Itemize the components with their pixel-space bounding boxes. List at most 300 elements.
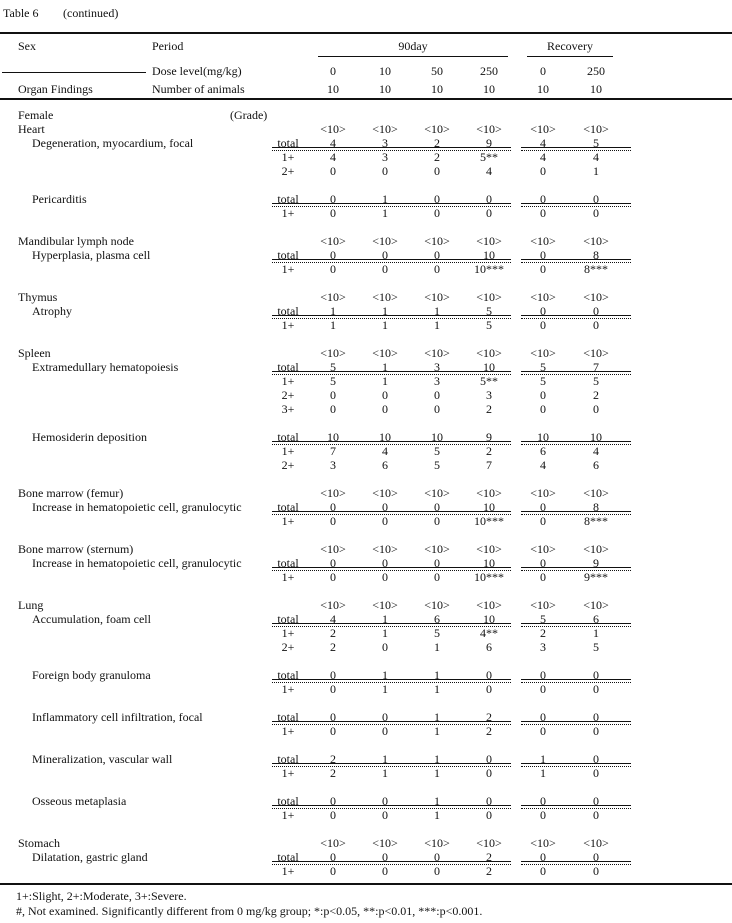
finding-name: Increase in hematopoietic cell, granulocytic bbox=[32, 500, 242, 514]
count-value: 0 bbox=[593, 808, 599, 822]
examined-count: <10> bbox=[320, 122, 346, 136]
count-value: 6 bbox=[486, 640, 492, 654]
finding-total-row bbox=[0, 192, 732, 206]
finding-total-row bbox=[0, 248, 732, 262]
count-value: 10 bbox=[327, 430, 339, 444]
count-value: 1 bbox=[434, 766, 440, 780]
examined-count: <10> bbox=[424, 122, 450, 136]
grade-row-label: 1+ bbox=[281, 682, 295, 696]
count-value: 5 bbox=[593, 136, 599, 150]
organ-name: Mandibular lymph node bbox=[18, 234, 134, 248]
count-value: 0 bbox=[540, 794, 546, 808]
grade-count-row bbox=[0, 458, 732, 472]
count-value: 0 bbox=[593, 710, 599, 724]
count-value: 0 bbox=[382, 640, 388, 654]
count-value: 5 bbox=[593, 374, 599, 388]
count-value: 0 bbox=[486, 668, 492, 682]
grade-row-label: 1+ bbox=[281, 864, 295, 878]
count-value: 0 bbox=[540, 724, 546, 738]
organ-row bbox=[0, 122, 732, 136]
footnote-significance: #, Not examined. Significantly different from 0 mg/kg group; *:p<0.05, **:p<0.01, ***:p<0.001. bbox=[16, 904, 483, 918]
count-value: 0 bbox=[330, 248, 336, 262]
count-value: 2 bbox=[486, 864, 492, 878]
count-value: 0 bbox=[382, 710, 388, 724]
count-value: 5 bbox=[540, 612, 546, 626]
grade-row-label: total bbox=[277, 668, 299, 682]
count-value: 10 bbox=[483, 248, 495, 262]
count-value: 10*** bbox=[474, 262, 504, 276]
count-value: 3 bbox=[434, 374, 440, 388]
grade-count-row bbox=[0, 318, 732, 332]
animal-count: 10 bbox=[379, 82, 391, 96]
examined-count: <10> bbox=[583, 290, 609, 304]
count-value: 1 bbox=[434, 682, 440, 696]
organ-row bbox=[0, 290, 732, 304]
examined-count: <10> bbox=[372, 234, 398, 248]
count-value: 0 bbox=[382, 794, 388, 808]
finding-name: Atrophy bbox=[32, 304, 72, 318]
count-value: 4 bbox=[330, 612, 336, 626]
count-value: 0 bbox=[330, 514, 336, 528]
grade-count-row bbox=[0, 388, 732, 402]
grade-row-label: total bbox=[277, 794, 299, 808]
count-value: 1 bbox=[382, 192, 388, 206]
count-value: 0 bbox=[330, 206, 336, 220]
count-value: 0 bbox=[330, 710, 336, 724]
count-value: 0 bbox=[434, 388, 440, 402]
count-value: 0 bbox=[382, 724, 388, 738]
count-value: 10 bbox=[379, 430, 391, 444]
count-value: 10 bbox=[590, 430, 602, 444]
examined-count: <10> bbox=[530, 598, 556, 612]
examined-count: <10> bbox=[476, 122, 502, 136]
organ-row bbox=[0, 234, 732, 248]
count-value: 0 bbox=[330, 864, 336, 878]
examined-count: <10> bbox=[583, 486, 609, 500]
header-bottom-rule bbox=[0, 98, 732, 100]
count-value: 0 bbox=[434, 192, 440, 206]
count-value: 0 bbox=[434, 262, 440, 276]
count-value: 3 bbox=[330, 458, 336, 472]
count-value: 0 bbox=[593, 850, 599, 864]
count-value: 8*** bbox=[584, 514, 608, 528]
finding-name: Pericarditis bbox=[32, 192, 87, 206]
finding-block bbox=[0, 192, 732, 220]
finding-total-row bbox=[0, 752, 732, 766]
grade-row-label: total bbox=[277, 612, 299, 626]
finding-block bbox=[0, 668, 732, 696]
organ-name: Bone marrow (sternum) bbox=[18, 542, 134, 556]
examined-count: <10> bbox=[372, 542, 398, 556]
count-value: 0 bbox=[486, 766, 492, 780]
organ-name: Lung bbox=[18, 598, 44, 612]
count-value: 1 bbox=[434, 752, 440, 766]
count-value: 5 bbox=[330, 360, 336, 374]
count-value: 0 bbox=[434, 570, 440, 584]
count-value: 0 bbox=[330, 808, 336, 822]
grade-row-label: total bbox=[277, 752, 299, 766]
finding-block bbox=[0, 360, 732, 416]
count-value: 6 bbox=[382, 458, 388, 472]
examined-count: <10> bbox=[424, 290, 450, 304]
grade-row-label: 1+ bbox=[281, 318, 295, 332]
grade-row-label: 1+ bbox=[281, 514, 295, 528]
examined-count: <10> bbox=[583, 122, 609, 136]
count-value: 2 bbox=[434, 136, 440, 150]
count-value: 0 bbox=[593, 192, 599, 206]
count-value: 0 bbox=[540, 304, 546, 318]
count-value: 10 bbox=[537, 430, 549, 444]
count-value: 0 bbox=[330, 850, 336, 864]
count-value: 0 bbox=[593, 794, 599, 808]
grade-count-row bbox=[0, 766, 732, 780]
count-value: 0 bbox=[330, 164, 336, 178]
count-value: 0 bbox=[540, 710, 546, 724]
count-value: 0 bbox=[382, 556, 388, 570]
count-value: 5 bbox=[434, 444, 440, 458]
count-value: 1 bbox=[382, 318, 388, 332]
count-value: 0 bbox=[540, 668, 546, 682]
count-value: 5 bbox=[486, 318, 492, 332]
finding-name: Hyperplasia, plasma cell bbox=[32, 248, 151, 262]
grade-row-label: total bbox=[277, 430, 299, 444]
examined-count: <10> bbox=[583, 346, 609, 360]
count-value: 0 bbox=[434, 556, 440, 570]
period-column-header: Period bbox=[152, 39, 184, 53]
count-value: 0 bbox=[593, 752, 599, 766]
count-value: 0 bbox=[593, 864, 599, 878]
count-value: 1 bbox=[434, 640, 440, 654]
grade-row-label: 1+ bbox=[281, 150, 295, 164]
finding-name: Mineralization, vascular wall bbox=[32, 752, 173, 766]
grade-row-label: 2+ bbox=[281, 458, 295, 472]
count-value: 0 bbox=[330, 556, 336, 570]
count-value: 0 bbox=[382, 500, 388, 514]
finding-name: Inflammatory cell infiltration, focal bbox=[32, 710, 203, 724]
examined-count: <10> bbox=[320, 836, 346, 850]
animal-count: 10 bbox=[590, 82, 602, 96]
organ-name: Heart bbox=[18, 122, 45, 136]
sex-header-underline bbox=[2, 72, 146, 73]
finding-block bbox=[0, 752, 732, 780]
dose-level-header: Dose level(mg/kg) bbox=[152, 64, 242, 78]
grade-row-label: 1+ bbox=[281, 262, 295, 276]
count-value: 0 bbox=[434, 850, 440, 864]
grade-row-label: 1+ bbox=[281, 808, 295, 822]
finding-name: Degeneration, myocardium, focal bbox=[32, 136, 194, 150]
finding-block bbox=[0, 500, 732, 528]
count-value: 0 bbox=[382, 388, 388, 402]
examined-count: <10> bbox=[372, 836, 398, 850]
count-value: 4 bbox=[330, 136, 336, 150]
dose-value: 250 bbox=[587, 64, 605, 78]
count-value: 10 bbox=[483, 360, 495, 374]
grade-row-label: 1+ bbox=[281, 570, 295, 584]
count-value: 9 bbox=[486, 136, 492, 150]
grade-count-row bbox=[0, 640, 732, 654]
organ-name: Spleen bbox=[18, 346, 51, 360]
count-value: 0 bbox=[486, 192, 492, 206]
grade-row-label: 3+ bbox=[281, 402, 295, 416]
count-value: 0 bbox=[434, 402, 440, 416]
count-value: 4 bbox=[593, 444, 599, 458]
count-value: 1 bbox=[382, 360, 388, 374]
footnote-grade-legend: 1+:Slight, 2+:Moderate, 3+:Severe. bbox=[16, 889, 187, 903]
count-value: 0 bbox=[382, 248, 388, 262]
count-value: 10 bbox=[483, 612, 495, 626]
count-value: 2 bbox=[330, 626, 336, 640]
organ-row bbox=[0, 836, 732, 850]
count-value: 7 bbox=[330, 444, 336, 458]
count-value: 0 bbox=[434, 248, 440, 262]
count-value: 0 bbox=[330, 570, 336, 584]
examined-count: <10> bbox=[530, 234, 556, 248]
count-value: 0 bbox=[330, 668, 336, 682]
finding-block bbox=[0, 136, 732, 178]
count-value: 5 bbox=[330, 374, 336, 388]
count-value: 3 bbox=[486, 388, 492, 402]
grade-count-row bbox=[0, 808, 732, 822]
sex-value: Female bbox=[18, 108, 54, 122]
finding-block bbox=[0, 710, 732, 738]
count-value: 0 bbox=[330, 388, 336, 402]
finding-name: Dilatation, gastric gland bbox=[32, 850, 148, 864]
count-value: 1 bbox=[540, 752, 546, 766]
count-value: 10*** bbox=[474, 570, 504, 584]
examined-count: <10> bbox=[320, 486, 346, 500]
grade-count-row bbox=[0, 682, 732, 696]
finding-block bbox=[0, 850, 732, 878]
examined-count: <10> bbox=[476, 598, 502, 612]
examined-count: <10> bbox=[424, 542, 450, 556]
count-value: 0 bbox=[540, 318, 546, 332]
dose-value: 50 bbox=[431, 64, 443, 78]
finding-name: Osseous metaplasia bbox=[32, 794, 127, 808]
grade-row-label: 1+ bbox=[281, 724, 295, 738]
count-value: 0 bbox=[330, 402, 336, 416]
count-value: 4** bbox=[480, 626, 498, 640]
dose-value: 10 bbox=[379, 64, 391, 78]
top-rule bbox=[0, 32, 732, 34]
count-value: 1 bbox=[382, 752, 388, 766]
finding-name: Accumulation, foam cell bbox=[32, 612, 151, 626]
count-value: 0 bbox=[540, 808, 546, 822]
count-value: 1 bbox=[434, 724, 440, 738]
count-value: 0 bbox=[593, 206, 599, 220]
examined-count: <10> bbox=[530, 542, 556, 556]
organ-row bbox=[0, 542, 732, 556]
finding-total-row bbox=[0, 430, 732, 444]
count-value: 10 bbox=[483, 556, 495, 570]
count-value: 5 bbox=[593, 640, 599, 654]
count-value: 1 bbox=[382, 304, 388, 318]
grade-count-row bbox=[0, 444, 732, 458]
count-value: 5 bbox=[434, 626, 440, 640]
examined-count: <10> bbox=[530, 346, 556, 360]
count-value: 0 bbox=[540, 556, 546, 570]
examined-count: <10> bbox=[530, 486, 556, 500]
grade-row-label: total bbox=[277, 556, 299, 570]
count-value: 0 bbox=[540, 850, 546, 864]
count-value: 1 bbox=[434, 710, 440, 724]
finding-name: Hemosiderin deposition bbox=[32, 430, 147, 444]
count-value: 0 bbox=[382, 864, 388, 878]
count-value: 6 bbox=[593, 458, 599, 472]
count-value: 0 bbox=[434, 206, 440, 220]
count-value: 0 bbox=[540, 248, 546, 262]
finding-block bbox=[0, 794, 732, 822]
count-value: 1 bbox=[382, 206, 388, 220]
count-value: 1 bbox=[382, 374, 388, 388]
count-value: 3 bbox=[540, 640, 546, 654]
count-value: 0 bbox=[382, 570, 388, 584]
count-value: 6 bbox=[593, 612, 599, 626]
count-value: 5** bbox=[480, 150, 498, 164]
animal-count: 10 bbox=[431, 82, 443, 96]
grade-row-label: total bbox=[277, 192, 299, 206]
organ-row bbox=[0, 346, 732, 360]
examined-count: <10> bbox=[583, 542, 609, 556]
grade-count-row bbox=[0, 402, 732, 416]
finding-total-row bbox=[0, 304, 732, 318]
count-value: 1 bbox=[382, 682, 388, 696]
count-value: 2 bbox=[486, 710, 492, 724]
finding-name: Foreign body granuloma bbox=[32, 668, 151, 682]
examined-count: <10> bbox=[320, 234, 346, 248]
examined-count: <10> bbox=[476, 836, 502, 850]
count-value: 0 bbox=[593, 766, 599, 780]
count-value: 0 bbox=[593, 304, 599, 318]
table-bottom-rule bbox=[0, 883, 732, 885]
count-value: 0 bbox=[434, 514, 440, 528]
examined-count: <10> bbox=[372, 122, 398, 136]
count-value: 0 bbox=[540, 388, 546, 402]
grade-count-row bbox=[0, 374, 732, 388]
count-value: 2 bbox=[486, 444, 492, 458]
count-value: 0 bbox=[382, 262, 388, 276]
count-value: 5 bbox=[486, 304, 492, 318]
count-value: 0 bbox=[540, 262, 546, 276]
count-value: 4 bbox=[486, 164, 492, 178]
count-value: 0 bbox=[540, 192, 546, 206]
grade-count-row bbox=[0, 864, 732, 878]
grade-row-label: total bbox=[277, 304, 299, 318]
examined-count: <10> bbox=[424, 346, 450, 360]
grade-row-label: 2+ bbox=[281, 640, 295, 654]
organ-row bbox=[0, 598, 732, 612]
grade-count-row bbox=[0, 164, 732, 178]
examined-count: <10> bbox=[476, 486, 502, 500]
dose-value: 250 bbox=[480, 64, 498, 78]
count-value: 0 bbox=[486, 794, 492, 808]
grade-row-label: 1+ bbox=[281, 206, 295, 220]
organ-name: Thymus bbox=[18, 290, 58, 304]
count-value: 0 bbox=[540, 682, 546, 696]
grade-row-label: total bbox=[277, 136, 299, 150]
finding-name: Increase in hematopoietic cell, granulocytic bbox=[32, 556, 242, 570]
examined-count: <10> bbox=[476, 542, 502, 556]
animal-count: 10 bbox=[483, 82, 495, 96]
count-value: 1 bbox=[434, 808, 440, 822]
finding-total-row bbox=[0, 612, 732, 626]
count-value: 5 bbox=[540, 360, 546, 374]
finding-total-row bbox=[0, 360, 732, 374]
examined-count: <10> bbox=[476, 234, 502, 248]
examined-count: <10> bbox=[583, 598, 609, 612]
count-value: 1 bbox=[434, 668, 440, 682]
count-value: 1 bbox=[330, 318, 336, 332]
count-value: 0 bbox=[330, 724, 336, 738]
count-value: 1 bbox=[382, 612, 388, 626]
finding-total-row bbox=[0, 136, 732, 150]
count-value: 0 bbox=[593, 318, 599, 332]
count-value: 0 bbox=[486, 752, 492, 766]
dose-value: 0 bbox=[330, 64, 336, 78]
examined-count: <10> bbox=[424, 486, 450, 500]
finding-block bbox=[0, 612, 732, 654]
grade-row-label: 1+ bbox=[281, 374, 295, 388]
examined-count: <10> bbox=[372, 486, 398, 500]
group-90day-header: 90day bbox=[398, 39, 428, 53]
grade-count-row bbox=[0, 724, 732, 738]
grade-row-label: 1+ bbox=[281, 444, 295, 458]
count-value: 4 bbox=[593, 150, 599, 164]
examined-count: <10> bbox=[530, 122, 556, 136]
count-value: 2 bbox=[540, 626, 546, 640]
count-value: 6 bbox=[540, 444, 546, 458]
count-value: 0 bbox=[540, 864, 546, 878]
count-value: 0 bbox=[330, 794, 336, 808]
grade-row-label: total bbox=[277, 500, 299, 514]
grade-label: (Grade) bbox=[230, 108, 268, 122]
organ-name: Bone marrow (femur) bbox=[18, 486, 124, 500]
count-value: 0 bbox=[382, 850, 388, 864]
count-value: 0 bbox=[593, 724, 599, 738]
finding-name: Extramedullary hematopoiesis bbox=[32, 360, 179, 374]
count-value: 5 bbox=[434, 458, 440, 472]
count-value: 10 bbox=[483, 500, 495, 514]
count-value: 0 bbox=[382, 808, 388, 822]
organ-name: Stomach bbox=[18, 836, 60, 850]
finding-total-row bbox=[0, 668, 732, 682]
count-value: 0 bbox=[434, 864, 440, 878]
count-value: 0 bbox=[330, 192, 336, 206]
count-value: 10*** bbox=[474, 514, 504, 528]
grade-count-row bbox=[0, 150, 732, 164]
count-value: 0 bbox=[486, 206, 492, 220]
count-value: 9 bbox=[486, 430, 492, 444]
grade-count-row bbox=[0, 514, 732, 528]
count-value: 5** bbox=[480, 374, 498, 388]
group-recovery-header: Recovery bbox=[547, 39, 593, 53]
grade-row-label: total bbox=[277, 360, 299, 374]
count-value: 1 bbox=[382, 668, 388, 682]
examined-count: <10> bbox=[476, 346, 502, 360]
count-value: 8 bbox=[593, 248, 599, 262]
organ-row bbox=[0, 486, 732, 500]
table-subtitle: (continued) bbox=[63, 6, 119, 20]
count-value: 1 bbox=[593, 164, 599, 178]
finding-block bbox=[0, 556, 732, 584]
count-value: 3 bbox=[382, 136, 388, 150]
count-value: 1 bbox=[330, 304, 336, 318]
grade-row-label: total bbox=[277, 710, 299, 724]
count-value: 1 bbox=[540, 766, 546, 780]
group-90day-underline bbox=[318, 56, 508, 57]
finding-total-row bbox=[0, 500, 732, 514]
count-value: 0 bbox=[540, 206, 546, 220]
examined-count: <10> bbox=[320, 346, 346, 360]
